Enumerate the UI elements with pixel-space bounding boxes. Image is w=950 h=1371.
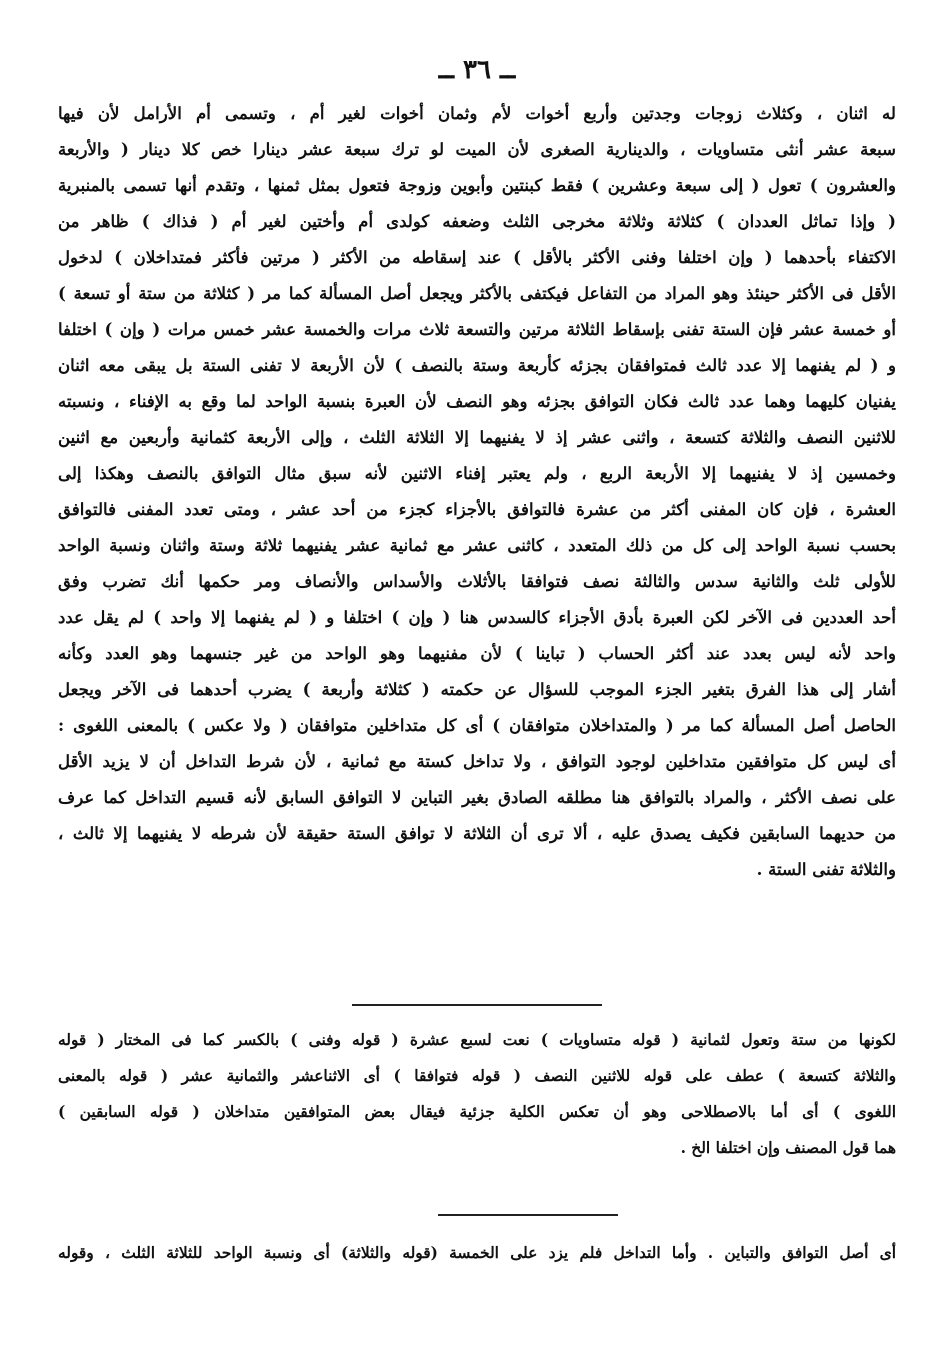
body-line-last: والثلاثة تفنى الستة . [756, 859, 896, 879]
body-line: وخمسين إذ لا يفنيهما إلا الأربعة الربع ، ولم يعتبر إفناء الاثنين لأنه سبق مثال التوافق بالنصف وهكذا إلى [58, 463, 896, 483]
footnote-gloss [58, 1235, 896, 1271]
footnote-line: أى أصل التوافق والتباين . وأما التداخل فلم يزد على الخمسة (قوله والثلاثة) أى ونسبة الواحد للثلاثة الثلث ، وقوله [58, 1244, 896, 1262]
body-line: أحد العددين فى الآخر لكن العبرة بأدق الأجزاء كالسدس هنا ( وإن ) اختلفا و ( لم يفنهما إلا واحد ) لم يقل عدد [58, 607, 896, 627]
body-line: الحاصل أصل المسألة كما مر ( والمتداخلان متوافقان ) أى كل متداخلين متوافقان ( ولا عكس ) بالمعنى اللغوى : [58, 715, 896, 735]
footnote-line: لكونها من ستة وتعول لثمانية ( قوله متساويات ) نعت لسبع عشرة ( قوله وفنى ) بالكسر كما فى المختار ( قوله [58, 1031, 896, 1049]
footnote-line: والثلاثة كتسعة ) عطف على قوله للاثنين النصف ( قوله فتوافقا ) أى الاثناعشر والثمانية عشر ( قوله بالمعنى [58, 1067, 896, 1085]
body-line: ( وإذا تماثل العددان ) كثلاثة وثلاثة مخرجى الثلث وضعفه كولدى أم وأختين لغير أم ( فذاك ) ظاهر من [58, 211, 896, 231]
main-body-text [58, 95, 896, 887]
body-line: سبعة عشر أنثى متساويات ، والدينارية الصغرى لأن الميت لو ترك سبعة عشر دينارا خص كلا دينار ( والأربعة [58, 139, 896, 159]
footnote-separator-1 [352, 1004, 602, 1006]
body-line: أو خمسة عشر فإن الستة تفنى بإسقاط الثلاثة مرتين والتسعة ثلاث مرات والخمسة عشر خمس مرات ( وإن ) اختلفا [58, 319, 896, 339]
body-line: واحد لأنه ليس بعدد عند أكثر الحساب ( تباينا ) لأن مفنيهما وهو الواحد من غير جنسهما وهو العدد وكأنه [58, 643, 896, 663]
footnote-separator-2 [438, 1214, 618, 1216]
page-number: ــ ٣٦ ــ [438, 55, 516, 85]
body-line: والعشرون ) تعول ( إلى سبعة وعشرين ) فقط كبنتين وأبوين وزوجة فتعول بمثل ثمنها ، وتقدم أنها تسمى بالمنبرية [58, 175, 896, 195]
footnote-line-last: هما قول المصنف وإن اختلفا الخ . [680, 1139, 896, 1157]
body-line: للاثنين النصف والثلاثة كتسعة ، واثنى عشر إذ لا يفنيهما إلا الثلاثة الثلث ، وإلى الأربعة كثمانية وأربعين مع اثنين [58, 427, 896, 447]
footnote-commentary [58, 1022, 896, 1166]
body-line: العشرة ، فإن كان المفنى أكثر من عشرة فالتوافق بالأجزاء كجزء من أحد عشر ، ومتى تعدد المفنى فالتوافق [58, 499, 896, 519]
body-line: و ( لم يفنهما إلا عدد ثالث فمتوافقان بجزئه كأربعة وستة بالنصف ) لأن الأربعة لا تفنى الستة بل يبقى معه اثنان [58, 355, 896, 375]
body-line: الأقل فى الأكثر حينئذ وهو المراد من التفاعل فيكتفى بالأكثر ويجعل أصل المسألة كما مر ( كثلاثة من ستة أو تسعة ) [58, 283, 896, 303]
body-line: أى ليس كل متوافقين متداخلين لوجود التوافق ، ولا تداخل كستة مع ثمانية ، لأن شرط التداخل أن لا يزيد الأقل [58, 751, 896, 771]
body-line: أشار إلى هذا الفرق بتغير الجزء الموجب للسؤال عن حكمته ( كثلاثة وأربعة ) يضرب أحدهما فى الآخر ويجعل [58, 679, 896, 699]
body-line: على نصف الأكثر ، والمراد بالتوافق هنا مطلقه الصادق بغير التباين لا التوافق السابق لأنه قسيم التداخل كما عرف [58, 787, 896, 807]
body-line: يفنيان كليهما وهما عدد ثالث فكان التوافق بجزئه وهو النصف لأن العبرة بنسبة الواحد لما وقع به الإفناء ، ونسبته [58, 391, 896, 411]
body-line: بحسب نسبة الواحد إلى كل من ذلك المتعدد ، كاثنى عشر مع ثمانية عشر يفنيهما ثلاثة وستة واثنان ونسبة الواحد [58, 535, 896, 555]
body-line: للأولى ثلث والثانية سدس والثالثة نصف فتوافقا بالأثلاث والأسداس والأنصاف ومر حكمها أنك تضرب وفق [58, 571, 896, 591]
document-page [58, 0, 896, 1371]
body-line: الاكتفاء بأحدهما ( وإن اختلفا وفنى الأكثر بالأقل ) عند إسقاطه من الأكثر ( مرتين فأكثر فمتداخلان ) لدخول [58, 247, 896, 267]
footnote-line: اللغوى ) أى أما بالاصطلاحى وهو أن تعكس الكلية جزئية فيقال بعض المتوافقين متداخلان ( قوله السابقين ) [58, 1103, 896, 1121]
body-line: له اثنان ، وكثلاث زوجات وجدتين وأربع أخوات لأم وثمان أخوات لغير أم ، وتسمى أم الأرامل لأن فيها [58, 103, 896, 123]
body-line: من حديهما السابقين فكيف يصدق عليه ، ألا ترى أن الثلاثة لا توافق الستة حقيقة لأن شرطه لا يفنيهما إلا ثالث ، [58, 823, 896, 843]
